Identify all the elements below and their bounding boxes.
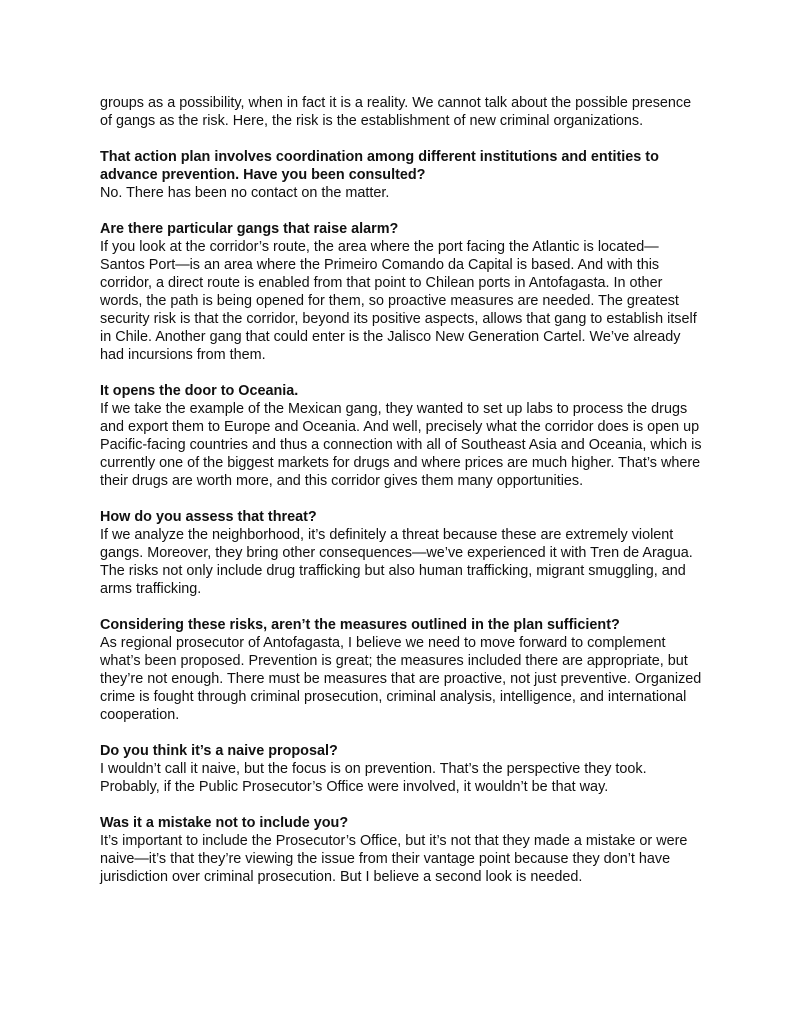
intro-paragraph: groups as a possibility, when in fact it is a reality. We cannot talk about the possible presence of gangs as the risk. Here, the risk is the establishment of new criminal organizations. bbox=[100, 95, 692, 129]
question-consulted: That action plan involves coordination among different institutions and entities to advance prevention. Have you been consulted? bbox=[100, 149, 659, 183]
qa-block-mistake bbox=[100, 814, 702, 886]
question-threat: How do you assess that threat? bbox=[100, 509, 317, 525]
question-naive: Do you think it’s a naive proposal? bbox=[100, 743, 338, 759]
answer-measures: As regional prosecutor of Antofagasta, I believe we need to move forward to complement what’s been proposed. Prevention is great; the measures included there are appropriate, but they’re not enough. There must be measures that are proactive, not just preventive. Organized crime is fought through criminal prosecution, criminal analysis, intelligence, and international cooperation. bbox=[100, 635, 702, 723]
answer-threat: If we analyze the neighborhood, it’s definitely a threat because these are extremely violent gangs. Moreover, they bring other consequences—we’ve experienced it with Tren de Aragua. The risks not only include drug trafficking but also human trafficking, migrant smuggling, and arms trafficking. bbox=[100, 527, 693, 597]
qa-block-measures bbox=[100, 616, 702, 724]
answer-mistake: It’s important to include the Prosecutor’s Office, but it’s not that they made a mistake or were naive—it’s that they’re viewing the issue from their vantage point because they don’t have jurisdiction over criminal prosecution. But I believe a second look is needed. bbox=[100, 833, 688, 885]
answer-gangs-alarm: If you look at the corridor’s route, the area where the port facing the Atlantic is located—Santos Port—is an area where the Primeiro Comando da Capital is based. And with this corridor, a direct route is enabled from that point to Chilean ports in Antofagasta. In other words, the path is being opened for them, so proactive measures are needed. The greatest security risk is that the corridor, beyond its positive aspects, allows that gang to establish itself in Chile. Another gang that could enter is the Jalisco New Generation Cartel. We’ve already had incursions from them. bbox=[100, 239, 697, 363]
qa-block-naive bbox=[100, 742, 702, 796]
qa-block-threat bbox=[100, 508, 702, 598]
answer-naive: I wouldn’t call it naive, but the focus is on prevention. That’s the perspective they took. Probably, if the Public Prosecutor’s Office were involved, it wouldn’t be that way. bbox=[100, 761, 647, 795]
question-measures: Considering these risks, aren’t the measures outlined in the plan sufficient? bbox=[100, 617, 620, 633]
question-oceania: It opens the door to Oceania. bbox=[100, 383, 299, 399]
question-gangs-alarm: Are there particular gangs that raise alarm? bbox=[100, 221, 399, 237]
qa-block-gangs-alarm bbox=[100, 220, 702, 364]
document-page bbox=[100, 94, 702, 904]
answer-oceania: If we take the example of the Mexican gang, they wanted to set up labs to process the drugs and export them to Europe and Oceania. And well, precisely what the corridor does is open up Pacific-facing countries and thus a connection with all of Southeast Asia and Oceania, which is currently one of the biggest markets for drugs and where prices are much higher. That’s where their drugs are worth more, and this corridor gives them many opportunities. bbox=[100, 401, 702, 489]
qa-block-oceania bbox=[100, 382, 702, 490]
qa-block-consulted bbox=[100, 148, 702, 202]
answer-consulted: No. There has been no contact on the matter. bbox=[100, 185, 390, 201]
question-mistake: Was it a mistake not to include you? bbox=[100, 815, 349, 831]
